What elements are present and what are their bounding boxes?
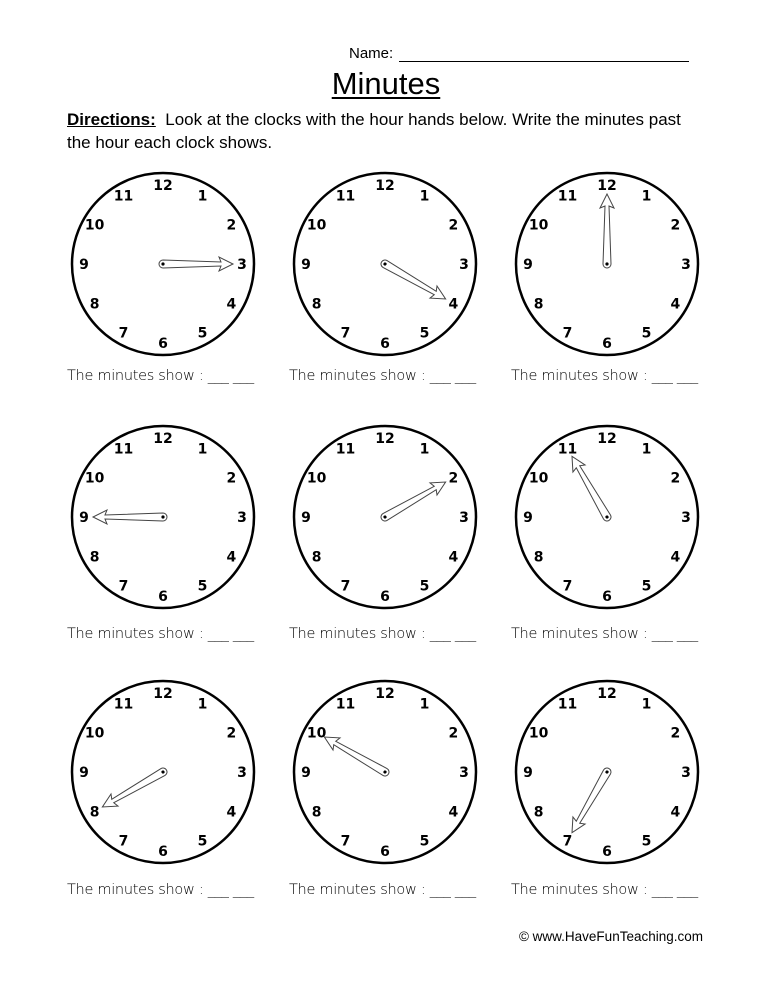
clock-number: 6 xyxy=(602,336,612,352)
minutes-answer-prompt: The minutes show : ___ ___ xyxy=(289,368,476,384)
minutes-answer-prompt: The minutes show : ___ ___ xyxy=(67,882,254,898)
clock-number: 1 xyxy=(419,441,430,458)
clock-number: 1 xyxy=(641,188,652,205)
clock-number: 7 xyxy=(118,833,129,850)
clock-number: 2 xyxy=(448,725,459,742)
clock-number: 11 xyxy=(557,441,578,458)
clock-number: 7 xyxy=(340,833,351,850)
clock-number: 3 xyxy=(237,765,247,781)
clock-number: 11 xyxy=(335,188,356,205)
clock-number: 6 xyxy=(158,589,168,605)
clock-number: 7 xyxy=(118,325,129,342)
name-label: Name: xyxy=(349,45,394,62)
clock-number: 3 xyxy=(237,510,247,526)
clock-number: 1 xyxy=(197,696,208,713)
clock-number: 4 xyxy=(670,296,681,313)
clock-number: 2 xyxy=(448,217,459,234)
clock-number: 7 xyxy=(562,325,573,342)
clock-number: 9 xyxy=(523,510,533,526)
clock-number: 10 xyxy=(84,725,105,742)
clock-3 xyxy=(507,164,707,364)
clock-number: 12 xyxy=(375,431,395,447)
clock-number: 4 xyxy=(226,804,237,821)
minutes-answer-prompt: The minutes show : ___ ___ xyxy=(511,368,698,384)
clock-number: 3 xyxy=(681,765,691,781)
clock-number: 10 xyxy=(84,217,105,234)
clock-number: 4 xyxy=(226,549,237,566)
clock-number: 10 xyxy=(306,725,327,742)
clock-number: 6 xyxy=(602,589,612,605)
clock-number: 2 xyxy=(670,470,681,487)
clock-4 xyxy=(63,417,263,617)
clock-number: 11 xyxy=(335,696,356,713)
clock-number: 9 xyxy=(79,510,89,526)
clock-number: 1 xyxy=(197,441,208,458)
minutes-answer-prompt: The minutes show : ___ ___ xyxy=(511,626,698,642)
clock-number: 10 xyxy=(528,470,549,487)
clock-number: 11 xyxy=(335,441,356,458)
clock-number: 4 xyxy=(448,804,459,821)
clock-number: 12 xyxy=(597,686,617,702)
minutes-answer-prompt: The minutes show : ___ ___ xyxy=(289,882,476,898)
name-line[interactable] xyxy=(399,44,689,62)
clock-number: 11 xyxy=(557,188,578,205)
clock-number: 12 xyxy=(375,686,395,702)
clock-number: 2 xyxy=(226,470,237,487)
minutes-answer-prompt: The minutes show : ___ ___ xyxy=(67,626,254,642)
clock-number: 6 xyxy=(158,336,168,352)
minutes-answer-prompt: The minutes show : ___ ___ xyxy=(67,368,254,384)
clock-number: 5 xyxy=(419,325,430,342)
clock-number: 12 xyxy=(153,431,173,447)
clock-number: 12 xyxy=(153,178,173,194)
clock-number: 9 xyxy=(79,765,89,781)
clock-number: 10 xyxy=(528,725,549,742)
clock-number: 7 xyxy=(562,578,573,595)
clock-number: 5 xyxy=(197,325,208,342)
clock-number: 6 xyxy=(380,589,390,605)
clock-number: 1 xyxy=(641,441,652,458)
directions-text: Look at the clocks with the hour hands below. Write the minutes past the hour each clock shows. xyxy=(67,110,681,152)
clock-number: 6 xyxy=(602,844,612,860)
clock-number: 3 xyxy=(681,257,691,273)
clock-number: 8 xyxy=(533,296,544,313)
clock-number: 2 xyxy=(226,217,237,234)
clock-number: 8 xyxy=(89,549,100,566)
clock-number: 11 xyxy=(557,696,578,713)
clock-number: 5 xyxy=(197,833,208,850)
clock-number: 11 xyxy=(113,188,134,205)
clock-number: 7 xyxy=(562,833,573,850)
clock-number: 9 xyxy=(301,510,311,526)
clock-number: 9 xyxy=(523,765,533,781)
clock-number: 4 xyxy=(226,296,237,313)
directions-label: Directions: xyxy=(67,110,156,129)
clock-number: 11 xyxy=(113,441,134,458)
clock-number: 1 xyxy=(641,696,652,713)
clock-number: 7 xyxy=(340,578,351,595)
clock-1 xyxy=(63,164,263,364)
clock-number: 3 xyxy=(237,257,247,273)
clock-number: 8 xyxy=(89,296,100,313)
clock-6 xyxy=(507,417,707,617)
clock-number: 12 xyxy=(597,431,617,447)
clock-number: 8 xyxy=(311,296,322,313)
clock-number: 8 xyxy=(533,549,544,566)
clock-number: 10 xyxy=(306,217,327,234)
directions xyxy=(67,108,707,154)
clock-number: 5 xyxy=(197,578,208,595)
clock-8 xyxy=(285,672,485,872)
page-title: Minutes xyxy=(331,66,441,101)
clock-number: 5 xyxy=(419,833,430,850)
clock-number: 4 xyxy=(670,804,681,821)
clock-number: 8 xyxy=(89,804,100,821)
clock-9 xyxy=(507,672,707,872)
clock-number: 10 xyxy=(306,470,327,487)
clock-number: 12 xyxy=(375,178,395,194)
clock-number: 3 xyxy=(459,257,469,273)
clock-number: 3 xyxy=(681,510,691,526)
name-field[interactable] xyxy=(349,44,689,62)
copyright: © www.HaveFunTeaching.com xyxy=(518,929,703,944)
clock-number: 9 xyxy=(79,257,89,273)
clock-number: 10 xyxy=(84,470,105,487)
clock-number: 3 xyxy=(459,510,469,526)
clock-number: 4 xyxy=(448,296,459,313)
clock-number: 4 xyxy=(448,549,459,566)
clock-center-dot xyxy=(161,262,164,265)
clock-number: 12 xyxy=(597,178,617,194)
clock-number: 8 xyxy=(311,804,322,821)
clock-number: 6 xyxy=(380,336,390,352)
clock-2 xyxy=(285,164,485,364)
clock-number: 1 xyxy=(419,188,430,205)
clock-number: 2 xyxy=(670,217,681,234)
clock-center-dot xyxy=(605,262,608,265)
clock-number: 5 xyxy=(419,578,430,595)
minutes-answer-prompt: The minutes show : ___ ___ xyxy=(289,626,476,642)
clock-number: 1 xyxy=(419,696,430,713)
clock-number: 5 xyxy=(641,325,652,342)
clock-number: 2 xyxy=(448,470,459,487)
clock-number: 4 xyxy=(670,549,681,566)
clock-number: 1 xyxy=(197,188,208,205)
clock-7 xyxy=(63,672,263,872)
clock-number: 9 xyxy=(301,765,311,781)
clock-number: 7 xyxy=(118,578,129,595)
clock-number: 7 xyxy=(340,325,351,342)
clock-5 xyxy=(285,417,485,617)
clock-number: 9 xyxy=(301,257,311,273)
clock-number: 2 xyxy=(226,725,237,742)
clock-number: 5 xyxy=(641,578,652,595)
clock-number: 5 xyxy=(641,833,652,850)
clock-number: 10 xyxy=(528,217,549,234)
clock-number: 3 xyxy=(459,765,469,781)
clock-number: 8 xyxy=(311,549,322,566)
clock-number: 11 xyxy=(113,696,134,713)
clock-number: 2 xyxy=(670,725,681,742)
clock-number: 9 xyxy=(523,257,533,273)
clock-number: 6 xyxy=(380,844,390,860)
clock-number: 8 xyxy=(533,804,544,821)
clock-center-dot xyxy=(161,515,164,518)
minutes-answer-prompt: The minutes show : ___ ___ xyxy=(511,882,698,898)
clock-number: 6 xyxy=(158,844,168,860)
clock-number: 12 xyxy=(153,686,173,702)
